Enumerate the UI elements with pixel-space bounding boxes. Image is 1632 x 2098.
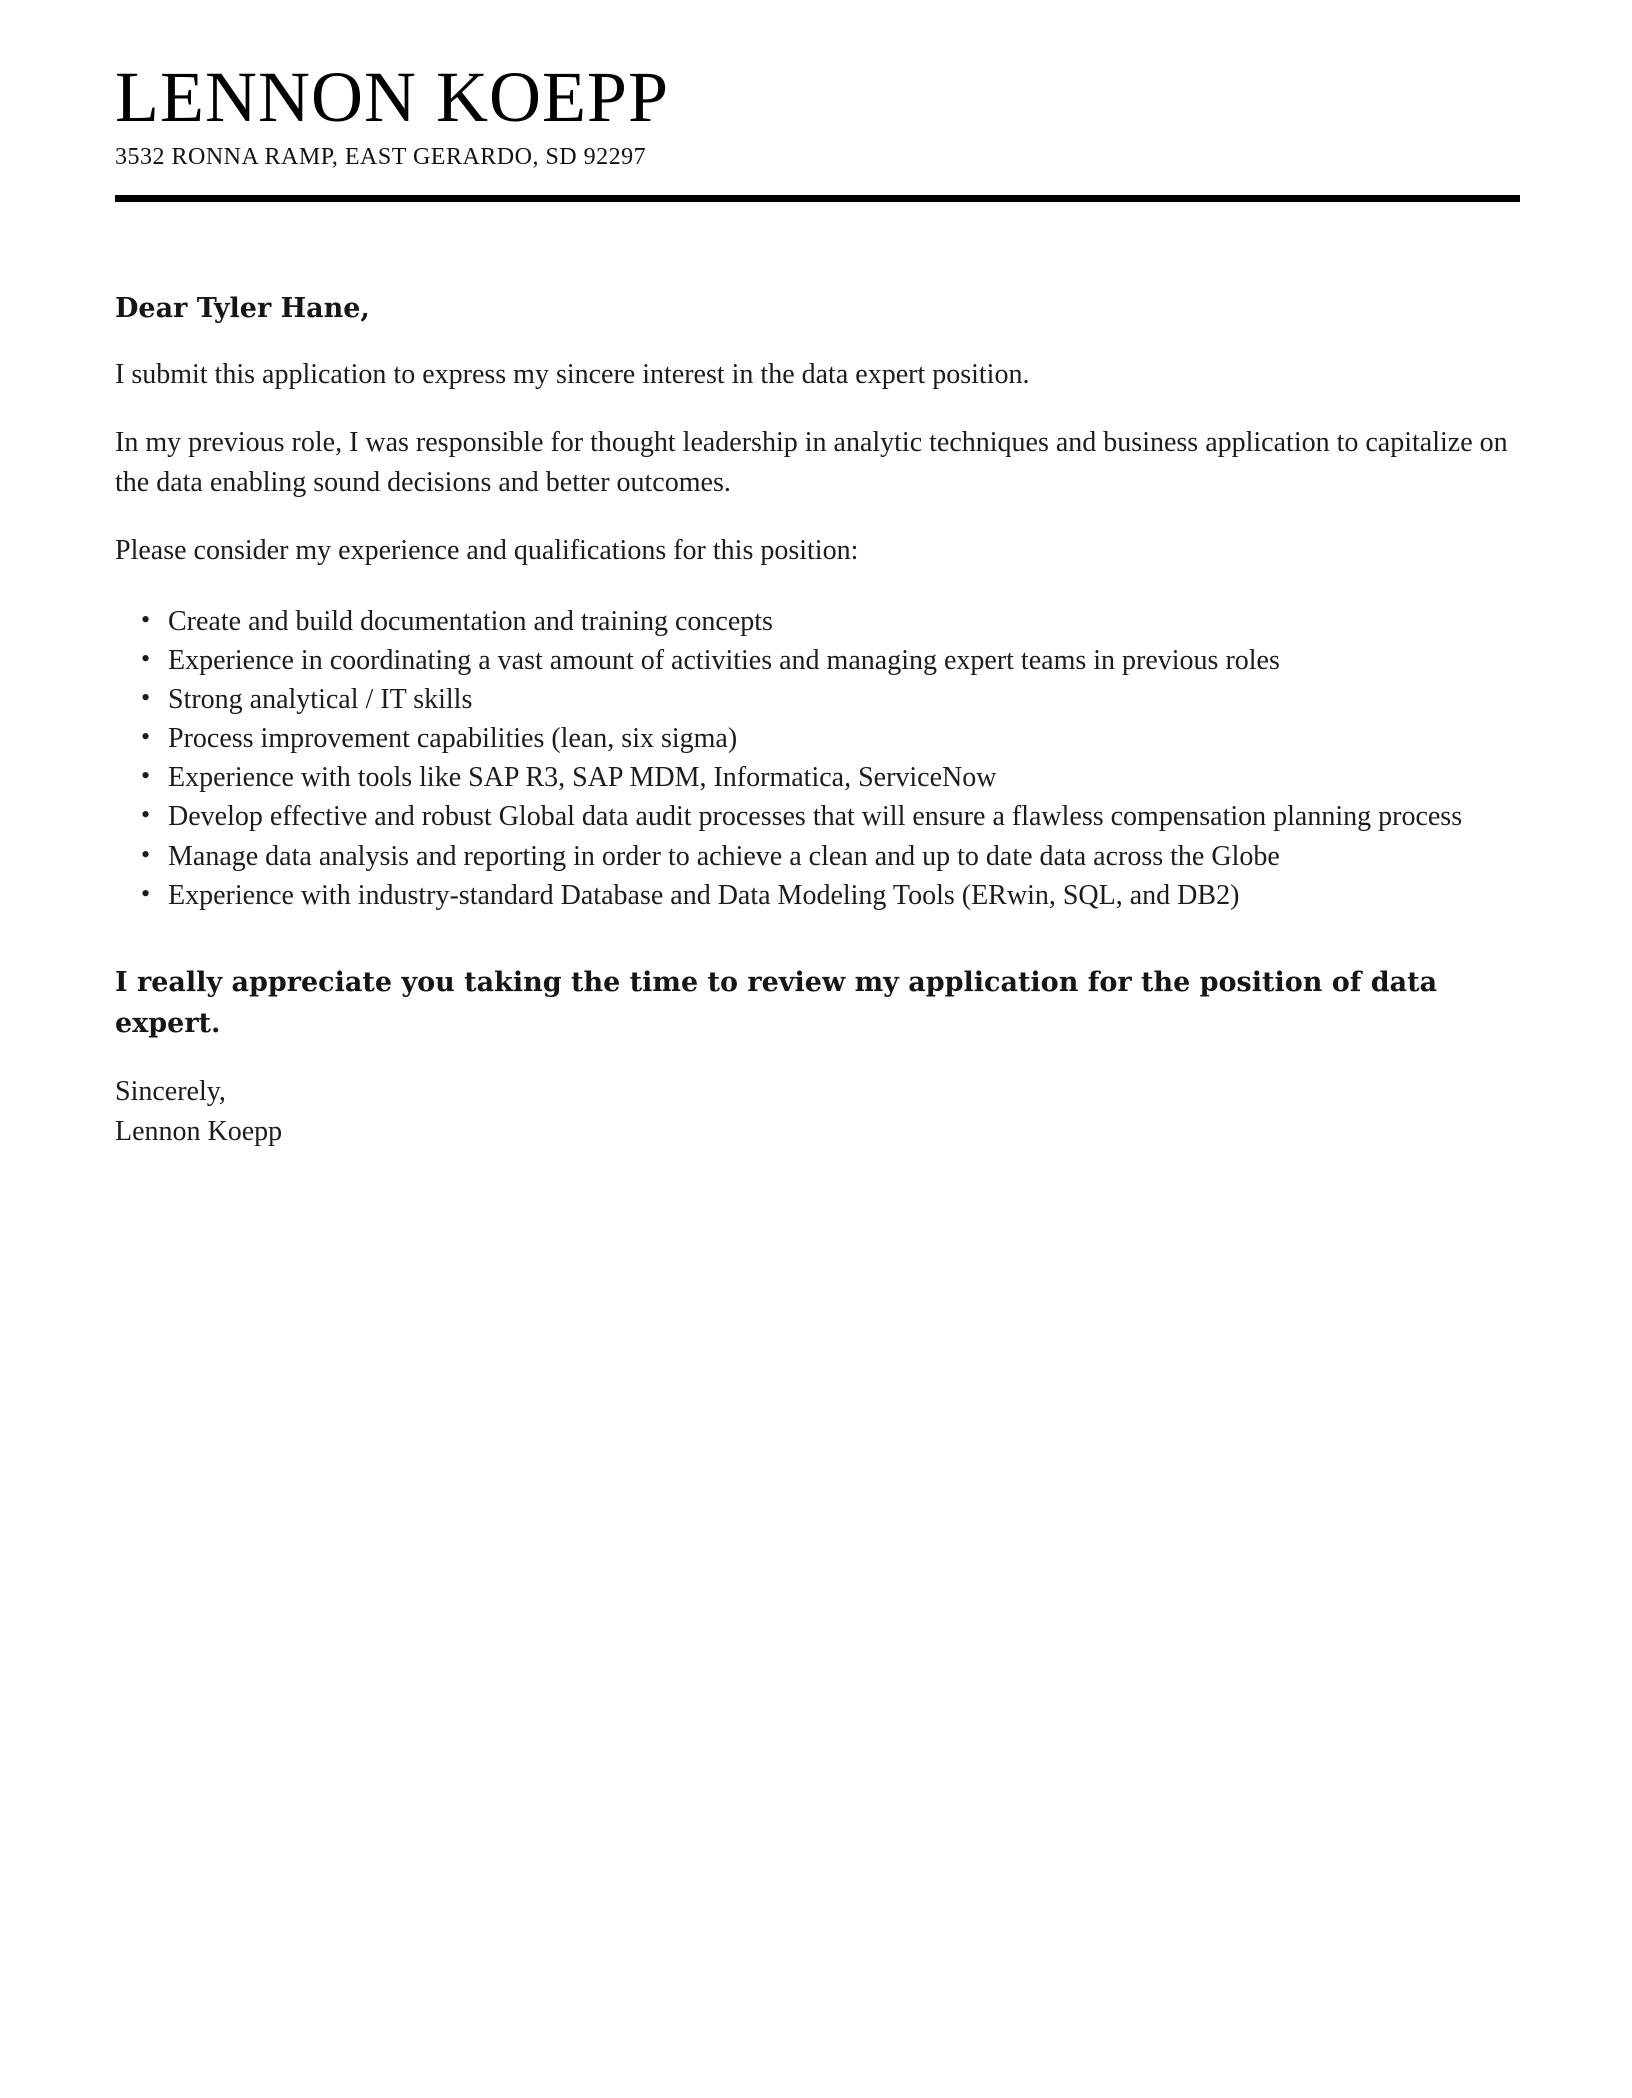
qualification-item: • Strong analytical / IT skills — [168, 680, 1520, 719]
previous-role-paragraph: In my previous role, I was responsible for thought leadership in analytic techniques and business application to capitalize on the data enabling sound decisions and better outcomes. — [115, 427, 1508, 499]
qualifications-list — [115, 602, 1520, 916]
qualification-item: • Experience in coordinating a vast amount of activities and managing expert teams in previous roles — [168, 641, 1520, 680]
applicant-address: 3532 RONNA RAMP, EAST GERARDO, SD 92297 — [115, 143, 647, 170]
closing-paragraph: I really appreciate you taking the time to review my application for the position of data expert. — [115, 967, 1438, 1039]
header-divider-rule — [115, 195, 1520, 202]
greeting-line: Dear Tyler Hane, — [115, 292, 370, 324]
applicant-name: LENNON KOEPP — [115, 57, 670, 137]
qualification-item: • Develop effective and robust Global data audit processes that will ensure a flawless compensation planning process — [168, 797, 1520, 836]
qualification-item: • Experience with industry-standard Database and Data Modeling Tools (ERwin, SQL, and DB2) — [168, 876, 1520, 915]
signoff-line: Sincerely, — [115, 1076, 226, 1108]
qualification-item: • Experience with tools like SAP R3, SAP MDM, Informatica, ServiceNow — [168, 758, 1520, 797]
intro-paragraph: I submit this application to express my sincere interest in the data expert position. — [115, 359, 1030, 391]
qualifications-intro-paragraph: Please consider my experience and qualifications for this position: — [115, 535, 859, 567]
qualification-item: • Process improvement capabilities (lean, six sigma) — [168, 719, 1520, 758]
qualification-item: • Create and build documentation and training concepts — [168, 602, 1520, 641]
qualification-item: • Manage data analysis and reporting in order to achieve a clean and up to date data across the Globe — [168, 837, 1520, 876]
signature-name: Lennon Koepp — [115, 1116, 283, 1148]
letter-header — [115, 57, 1520, 202]
letter-body — [115, 290, 1520, 1152]
signoff-block — [115, 1072, 1520, 1152]
